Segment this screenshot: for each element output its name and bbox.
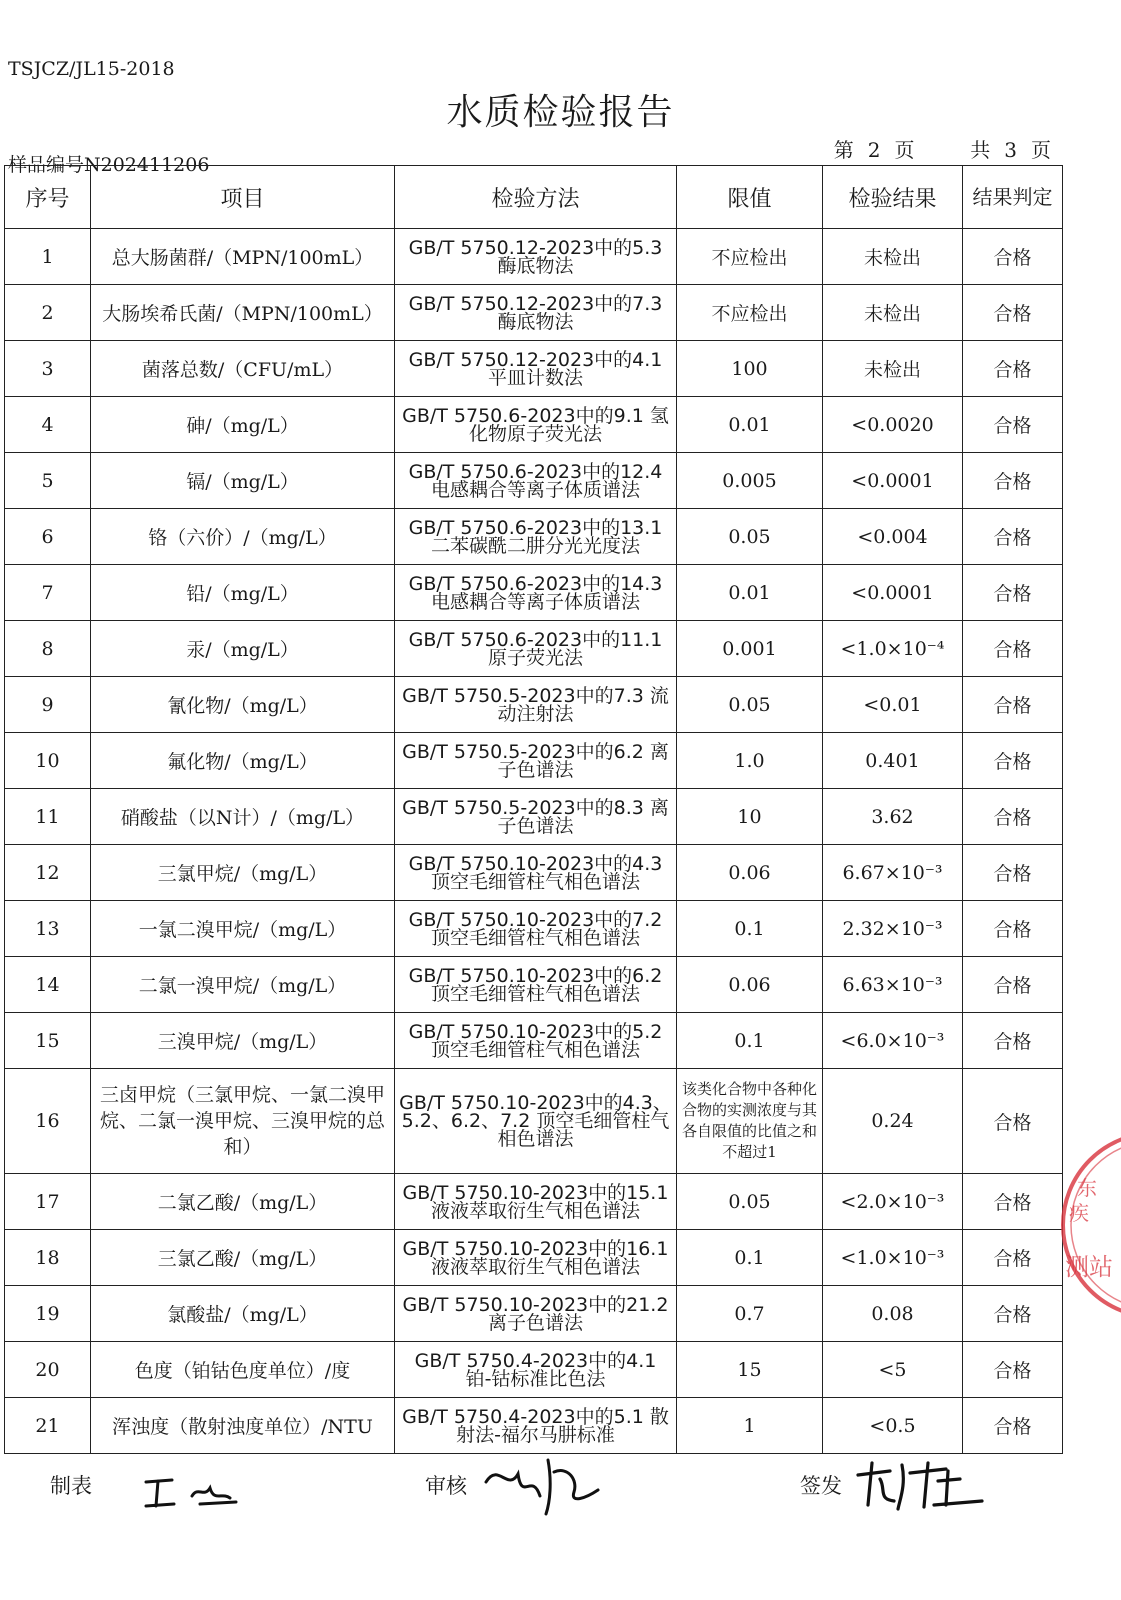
row-result: <0.01 (823, 677, 963, 733)
row-seq: 11 (5, 789, 91, 845)
row-judgement: 合格 (963, 509, 1063, 565)
row-result: 0.08 (823, 1286, 963, 1342)
row-item: 浑浊度（散射浊度单位）/NTU (91, 1398, 395, 1454)
table-row (5, 621, 1063, 677)
table-row (5, 677, 1063, 733)
row-seq: 20 (5, 1342, 91, 1398)
row-seq: 9 (5, 677, 91, 733)
row-judgement: 合格 (963, 733, 1063, 789)
row-item: 总大肠菌群/（MPN/100mL） (91, 229, 395, 285)
row-method: GB/T 5750.10-2023中的5.2 顶空毛细管柱气相色谱法 (395, 1013, 677, 1069)
row-limit: 0.1 (677, 1230, 823, 1286)
row-result: 6.67×10⁻³ (823, 845, 963, 901)
row-limit: 不应检出 (677, 229, 823, 285)
row-limit: 1.0 (677, 733, 823, 789)
inspection-table (4, 165, 1063, 1454)
row-limit: 0.1 (677, 1013, 823, 1069)
row-item: 砷/（mg/L） (91, 397, 395, 453)
row-seq: 16 (5, 1069, 91, 1174)
row-item: 铅/（mg/L） (91, 565, 395, 621)
row-seq: 18 (5, 1230, 91, 1286)
row-result: <0.0020 (823, 397, 963, 453)
row-seq: 8 (5, 621, 91, 677)
row-item: 大肠埃希氏菌/（MPN/100mL） (91, 285, 395, 341)
row-method: GB/T 5750.10-2023中的21.2 离子色谱法 (395, 1286, 677, 1342)
row-item: 氯酸盐/（mg/L） (91, 1286, 395, 1342)
col-header-limit: 限值 (677, 166, 823, 229)
row-limit: 0.06 (677, 957, 823, 1013)
table-row (5, 1286, 1063, 1342)
row-method: GB/T 5750.12-2023中的7.3 酶底物法 (395, 285, 677, 341)
row-item: 硝酸盐（以N计）/（mg/L） (91, 789, 395, 845)
table-row (5, 1398, 1063, 1454)
row-result: <0.0001 (823, 453, 963, 509)
document-code: TSJCZ/JL15-2018 (8, 58, 175, 80)
row-judgement: 合格 (963, 1013, 1063, 1069)
page-number: 第 2 页 共 3 页 (833, 138, 1053, 162)
row-limit: 0.7 (677, 1286, 823, 1342)
row-method: GB/T 5750.12-2023中的4.1 平皿计数法 (395, 341, 677, 397)
table-row (5, 957, 1063, 1013)
row-seq: 6 (5, 509, 91, 565)
row-item: 三卤甲烷（三氯甲烷、一氯二溴甲烷、二氯一溴甲烷、三溴甲烷的总和） (91, 1069, 395, 1174)
row-result: 未检出 (823, 285, 963, 341)
row-result: 未检出 (823, 341, 963, 397)
table-row (5, 733, 1063, 789)
col-header-item: 项目 (91, 166, 395, 229)
table-row (5, 1230, 1063, 1286)
row-judgement: 合格 (963, 1174, 1063, 1230)
row-judgement: 合格 (963, 1342, 1063, 1398)
sample-number: 样品编号N202411206 (8, 154, 210, 176)
row-method: GB/T 5750.10-2023中的15.1 液液萃取衍生气相色谱法 (395, 1174, 677, 1230)
row-method: GB/T 5750.5-2023中的8.3 离子色谱法 (395, 789, 677, 845)
table-row (5, 789, 1063, 845)
row-limit: 10 (677, 789, 823, 845)
row-result: <0.0001 (823, 565, 963, 621)
table-row (5, 565, 1063, 621)
row-result: 2.32×10⁻³ (823, 901, 963, 957)
table-row (5, 845, 1063, 901)
col-header-result: 检验结果 (823, 166, 963, 229)
row-limit: 0.01 (677, 397, 823, 453)
row-seq: 19 (5, 1286, 91, 1342)
row-method: GB/T 5750.4-2023中的4.1 铂-钴标准比色法 (395, 1342, 677, 1398)
row-seq: 5 (5, 453, 91, 509)
reviewer-signature (478, 1452, 608, 1522)
row-judgement: 合格 (963, 957, 1063, 1013)
table-row (5, 1013, 1063, 1069)
row-seq: 7 (5, 565, 91, 621)
table-row (5, 1174, 1063, 1230)
table-row (5, 285, 1063, 341)
svg-text:东: 东 (1077, 1176, 1097, 1200)
row-result: 0.401 (823, 733, 963, 789)
row-seq: 13 (5, 901, 91, 957)
row-limit: 0.06 (677, 845, 823, 901)
row-method: GB/T 5750.6-2023中的12.4 电感耦合等离子体质谱法 (395, 453, 677, 509)
row-method: GB/T 5750.5-2023中的7.3 流动注射法 (395, 677, 677, 733)
row-limit: 1 (677, 1398, 823, 1454)
svg-text:疾: 疾 (1069, 1201, 1089, 1225)
row-seq: 15 (5, 1013, 91, 1069)
row-judgement: 合格 (963, 789, 1063, 845)
svg-text:测站: 测站 (1065, 1253, 1113, 1281)
table-row (5, 341, 1063, 397)
row-limit: 0.001 (677, 621, 823, 677)
report-title: 水质检验报告 (446, 92, 675, 133)
row-limit: 0.05 (677, 509, 823, 565)
row-item: 氟化物/（mg/L） (91, 733, 395, 789)
table-row (5, 229, 1063, 285)
row-method: GB/T 5750.6-2023中的11.1 原子荧光法 (395, 621, 677, 677)
row-limit: 该类化合物中各种化合物的实测浓度与其各自限值的比值之和不超过1 (677, 1069, 823, 1174)
table-header-row (5, 166, 1063, 229)
row-item: 二氯乙酸/（mg/L） (91, 1174, 395, 1230)
table-row (5, 397, 1063, 453)
table-row (5, 1342, 1063, 1398)
row-item: 色度（铂钴色度单位）/度 (91, 1342, 395, 1398)
table-row (5, 1069, 1063, 1174)
table-row (5, 453, 1063, 509)
row-seq: 1 (5, 229, 91, 285)
footer-review-label: 审核 (425, 1474, 467, 1498)
row-result: 6.63×10⁻³ (823, 957, 963, 1013)
col-header-judgement: 结果判定 (963, 166, 1063, 229)
row-item: 三氯乙酸/（mg/L） (91, 1230, 395, 1286)
row-judgement: 合格 (963, 229, 1063, 285)
row-judgement: 合格 (963, 677, 1063, 733)
row-method: GB/T 5750.6-2023中的14.3 电感耦合等离子体质谱法 (395, 565, 677, 621)
row-limit: 0.01 (677, 565, 823, 621)
footer-issue-label: 签发 (800, 1474, 842, 1498)
row-item: 三氯甲烷/（mg/L） (91, 845, 395, 901)
row-judgement: 合格 (963, 901, 1063, 957)
table-row (5, 901, 1063, 957)
row-result: 未检出 (823, 229, 963, 285)
row-method: GB/T 5750.12-2023中的5.3 酶底物法 (395, 229, 677, 285)
table-row (5, 509, 1063, 565)
row-result: <1.0×10⁻³ (823, 1230, 963, 1286)
row-result: <2.0×10⁻³ (823, 1174, 963, 1230)
row-judgement: 合格 (963, 1069, 1063, 1174)
row-item: 氰化物/（mg/L） (91, 677, 395, 733)
row-method: GB/T 5750.10-2023中的4.3、5.2、6.2、7.2 顶空毛细管柱气相色谱法 (395, 1069, 677, 1174)
row-method: GB/T 5750.10-2023中的7.2 顶空毛细管柱气相色谱法 (395, 901, 677, 957)
row-limit: 不应检出 (677, 285, 823, 341)
row-seq: 3 (5, 341, 91, 397)
row-item: 铬（六价）/（mg/L） (91, 509, 395, 565)
row-item: 菌落总数/（CFU/mL） (91, 341, 395, 397)
row-seq: 14 (5, 957, 91, 1013)
row-method: GB/T 5750.10-2023中的6.2 顶空毛细管柱气相色谱法 (395, 957, 677, 1013)
maker-signature (140, 1468, 250, 1516)
row-limit: 100 (677, 341, 823, 397)
row-seq: 4 (5, 397, 91, 453)
issuer-signature (850, 1455, 990, 1515)
row-method: GB/T 5750.4-2023中的5.1 散射法-福尔马肼标准 (395, 1398, 677, 1454)
col-header-method: 检验方法 (395, 166, 677, 229)
row-judgement: 合格 (963, 1398, 1063, 1454)
row-seq: 17 (5, 1174, 91, 1230)
row-judgement: 合格 (963, 453, 1063, 509)
row-judgement: 合格 (963, 1286, 1063, 1342)
seal-stamp-icon (1055, 1125, 1121, 1325)
row-judgement: 合格 (963, 397, 1063, 453)
row-result: <5 (823, 1342, 963, 1398)
row-method: GB/T 5750.6-2023中的13.1 二苯碳酰二肼分光光度法 (395, 509, 677, 565)
row-method: GB/T 5750.10-2023中的16.1 液液萃取衍生气相色谱法 (395, 1230, 677, 1286)
row-method: GB/T 5750.5-2023中的6.2 离子色谱法 (395, 733, 677, 789)
row-limit: 0.05 (677, 1174, 823, 1230)
row-judgement: 合格 (963, 1230, 1063, 1286)
row-item: 镉/（mg/L） (91, 453, 395, 509)
row-limit: 0.05 (677, 677, 823, 733)
col-header-seq: 序号 (5, 166, 91, 229)
row-seq: 12 (5, 845, 91, 901)
footer-made-label: 制表 (50, 1474, 92, 1498)
row-method: GB/T 5750.10-2023中的4.3 顶空毛细管柱气相色谱法 (395, 845, 677, 901)
row-item: 一氯二溴甲烷/（mg/L） (91, 901, 395, 957)
row-method: GB/T 5750.6-2023中的9.1 氢化物原子荧光法 (395, 397, 677, 453)
row-result: <0.004 (823, 509, 963, 565)
row-limit: 15 (677, 1342, 823, 1398)
row-result: <0.5 (823, 1398, 963, 1454)
row-result: 3.62 (823, 789, 963, 845)
row-item: 汞/（mg/L） (91, 621, 395, 677)
row-judgement: 合格 (963, 341, 1063, 397)
row-limit: 0.1 (677, 901, 823, 957)
row-limit: 0.005 (677, 453, 823, 509)
row-result: 0.24 (823, 1069, 963, 1174)
row-seq: 2 (5, 285, 91, 341)
row-result: <1.0×10⁻⁴ (823, 621, 963, 677)
row-judgement: 合格 (963, 845, 1063, 901)
row-item: 三溴甲烷/（mg/L） (91, 1013, 395, 1069)
row-judgement: 合格 (963, 285, 1063, 341)
row-result: <6.0×10⁻³ (823, 1013, 963, 1069)
row-judgement: 合格 (963, 565, 1063, 621)
row-judgement: 合格 (963, 621, 1063, 677)
row-item: 二氯一溴甲烷/（mg/L） (91, 957, 395, 1013)
row-seq: 10 (5, 733, 91, 789)
row-seq: 21 (5, 1398, 91, 1454)
